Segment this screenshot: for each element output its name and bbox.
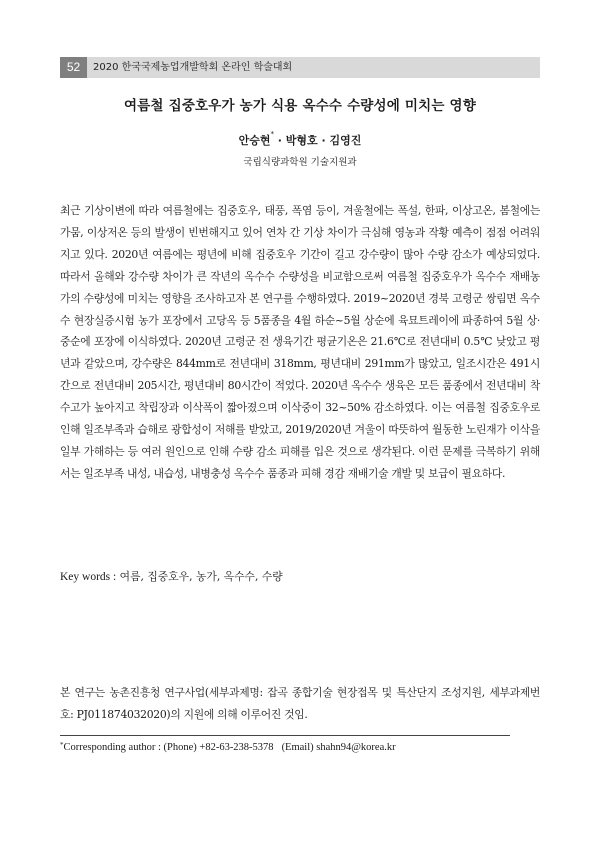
corresponding-mark: * <box>270 130 274 138</box>
corresponding-author: 안승현 <box>238 134 271 147</box>
affiliation: 국립식량과학원 기술지원과 <box>243 157 357 168</box>
co-authors: · 박형호 · 김영진 <box>273 134 362 147</box>
keywords-terms: 여름, 집중호우, 농가, 옥수수, 수량 <box>119 570 283 583</box>
author-list <box>60 132 540 148</box>
footnote-divider <box>60 735 510 736</box>
page-number: 52 <box>60 57 87 78</box>
funding-note: 본 연구는 농촌진흥청 연구사업(세부과제명: 잡곡 종합기술 현장접목 및 특산단지 조성지원, 세부과제번호: PJ011874032020)의 지원에 의해 이루어진 것임. <box>60 686 540 721</box>
corresponding-footnote <box>60 742 396 753</box>
paper-title: 여름철 집중호우가 농가 식용 옥수수 수량성에 미치는 영향 <box>123 98 477 114</box>
page-header <box>60 57 540 78</box>
footnote-mark: * <box>60 741 64 749</box>
keywords-label: Key words : <box>60 571 117 583</box>
corresponding-phone: Corresponding author : (Phone) +82-63-238-5378 <box>63 742 274 753</box>
abstract-body: 최근 기상이변에 따라 여름철에는 집중호우, 태풍, 폭염 등이, 겨울철에는 폭설, 한파, 이상고온, 봄철에는 가뭄, 이상저온 등의 발생이 빈번해지고 있어 연차 간 기상 차이가 극심해 영농과 작황 예측이 점점 어려워지고 있다. 2020년 여름에는 평년에 비해 집중호우 기간이 길고 강수량이 많아 수량 감소가 예상되었다. 따라서 올해와 강수량 차이가 큰 작년의 옥수수 수량성을 비교함으로써 여름철 집중호우가 옥수수 재배농가의 수량성에 미치는 영향을 조사하고자 본 연구를 수행하였다. 2019~2020년 경북 고령군 쌍림면 옥수수 현장실증시험 농가 포장에서 고당옥 등 5품종을 4월 하순~5월 상순에 육묘트레이에 파종하여 5월 상·중순에 포장에 이식하였다. 2020년 고령군 전 생육기간 평균기온은 21.6℃로 전년대비 0.5℃ 낮았고 평년과 같았으며, 강수량은 844mm로 전년대비 318mm, 평년대비 291mm가 많았고, 일조시간은 491시간으로 전년대비 205시간, 평년대비 80시간이 적었다. 2020년 옥수수 생육은 모든 품종에서 전년대비 착수고가 높아지고 착립장과 이삭폭이 짧아졌으며 이삭중이 32~50% 감소하였다. 이는 여름철 집중호우로 인해 일조부족과 습해로 광합성이 저해를 받았고, 2019/2020년 겨울이 따뜻하여 월동한 노린재가 이삭을 일부 가해하는 등 여러 원인으로 인해 수량 감소 피해를 입은 것으로 생각된다. 이런 문제를 극복하기 위해서는 일조부족 내성, 내습성, 내병충성 옥수수 품종과 피해 경감 재배기술 개발 및 보급이 필요하다. <box>60 204 540 480</box>
conference-name: 2020 한국국제농업개발학회 온라인 학술대회 <box>93 62 293 73</box>
keywords <box>60 566 540 588</box>
corresponding-email: (Email) shahn94@korea.kr <box>281 742 396 753</box>
